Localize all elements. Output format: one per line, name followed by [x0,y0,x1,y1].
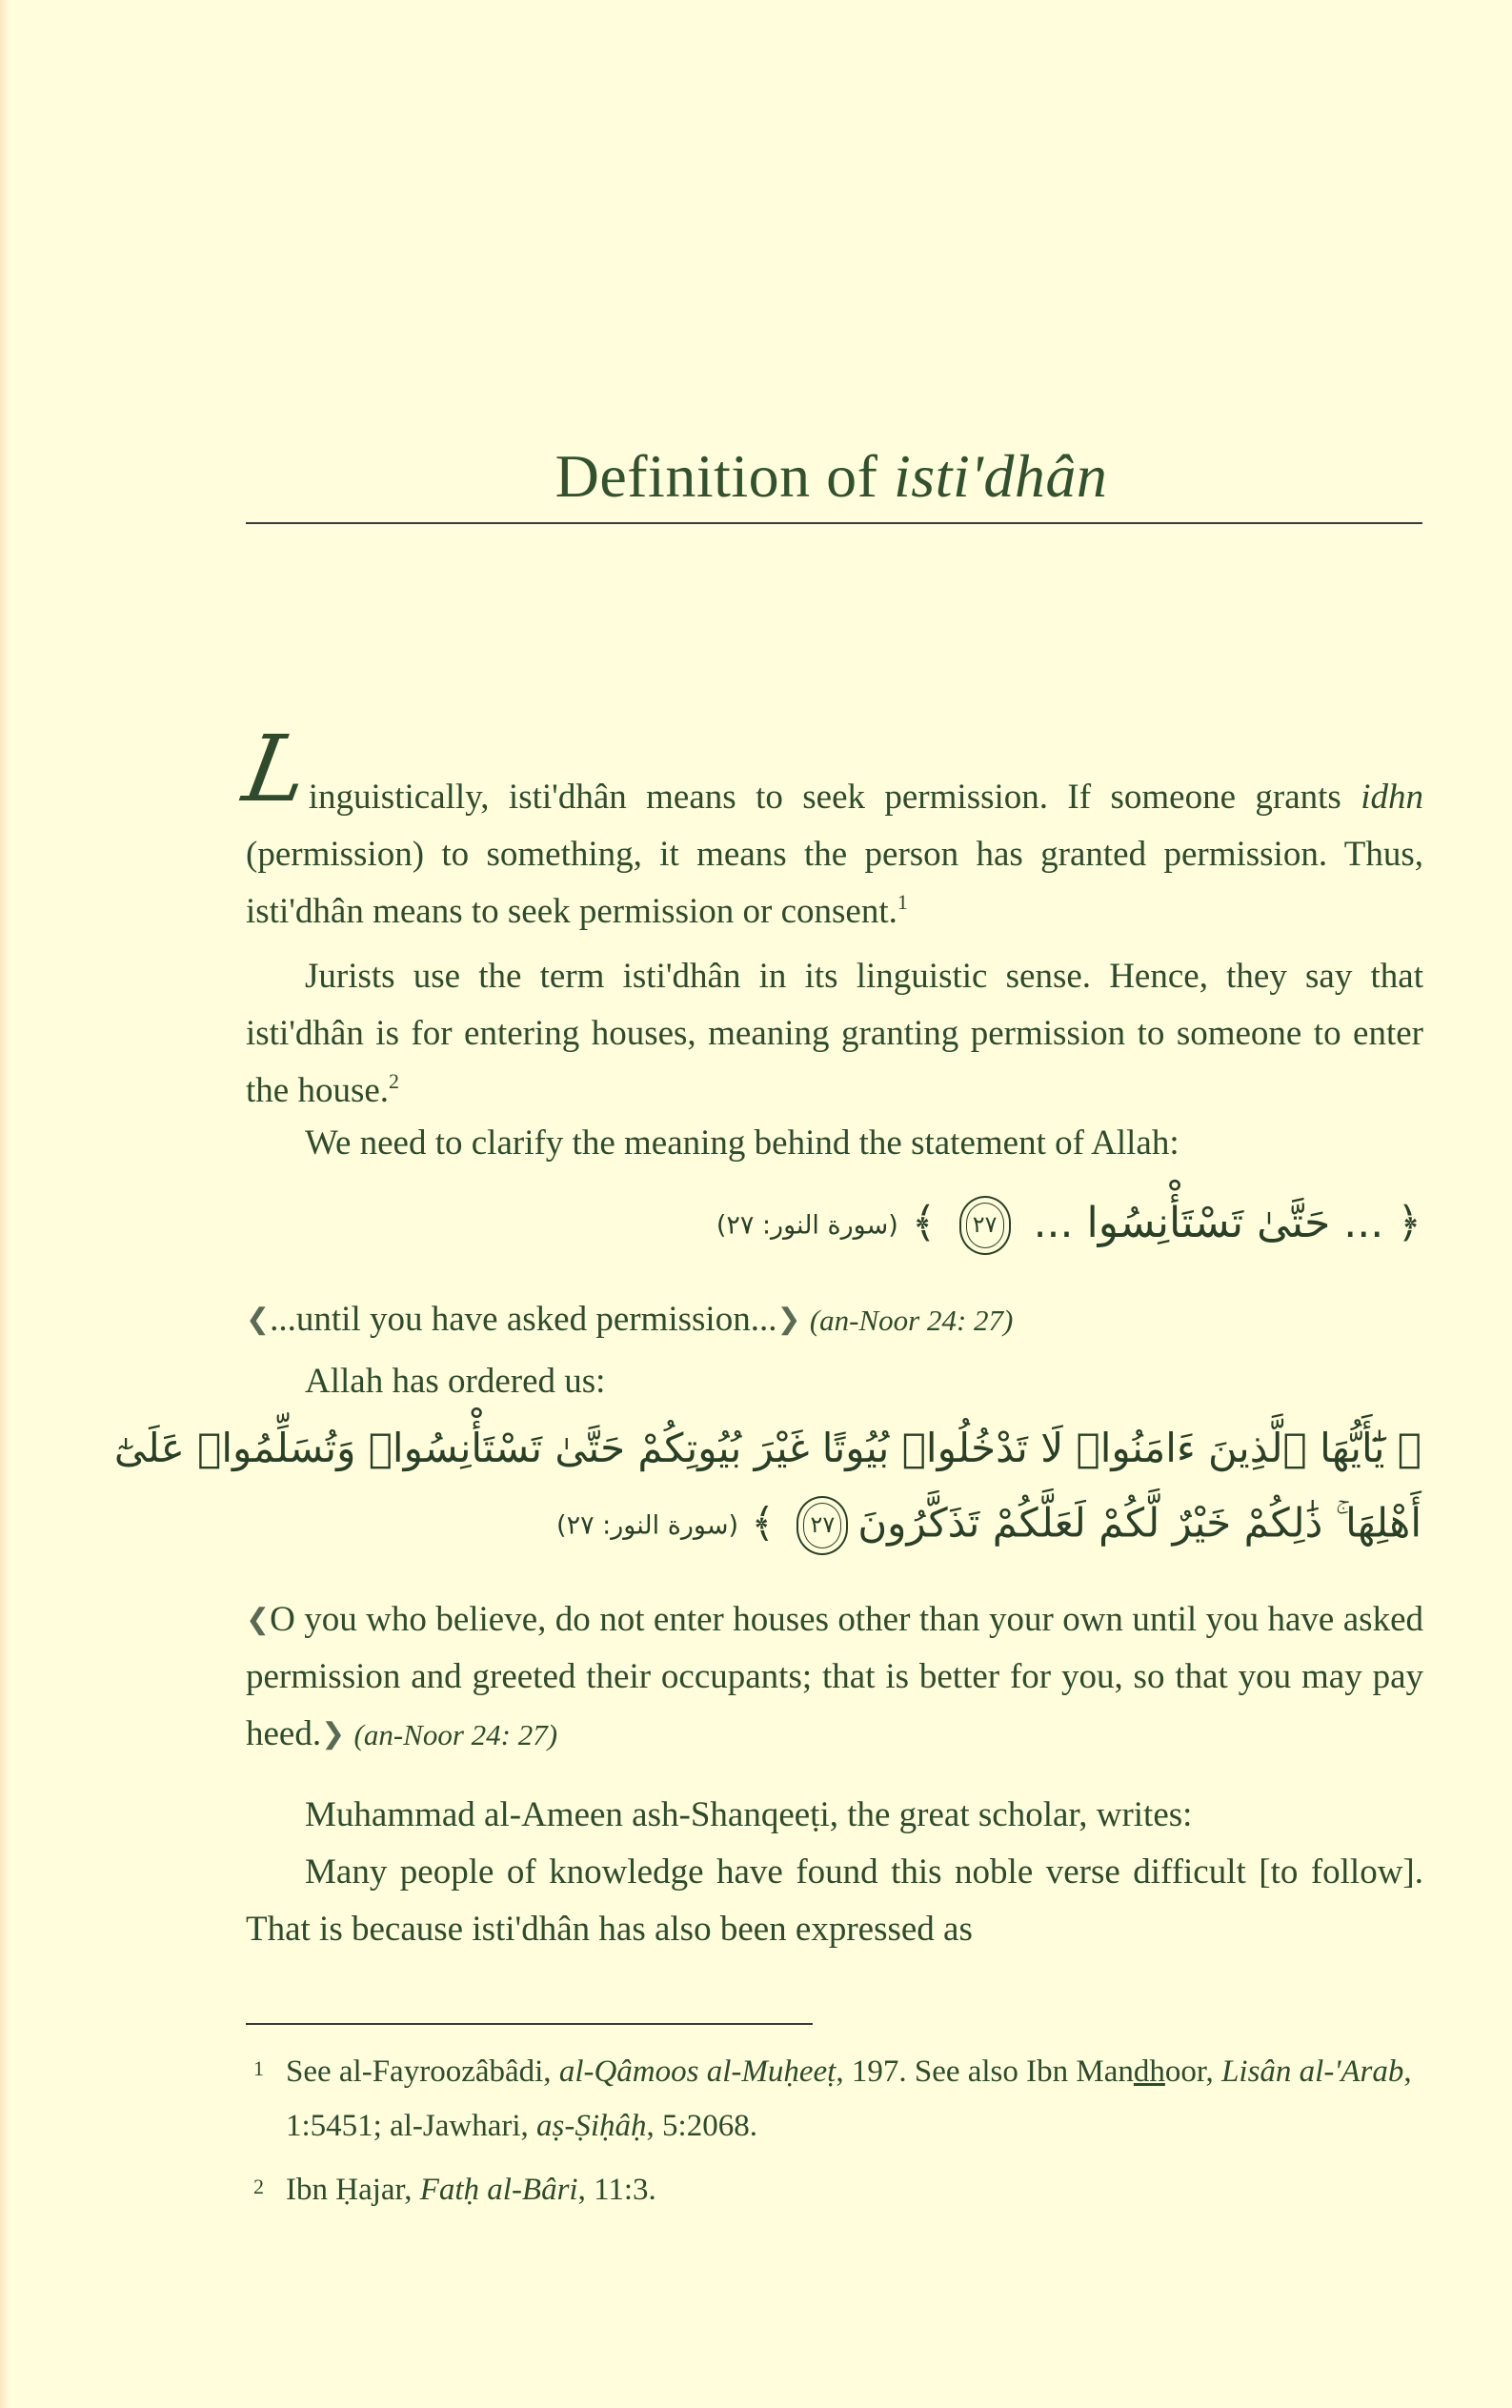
paragraph-4 [246,1353,1423,1410]
footnote-1 [246,2045,1423,2154]
footnote-ref-1[interactable]: 1 [897,890,908,914]
p6-text: Many people of knowledge have found this noble verse difficult [to follow]. That is because isti'dhân has also been expressed as [246,1852,1423,1949]
quote-open-ornament-icon: ❮ [246,1604,271,1635]
p1-idhn: idhn [1361,778,1423,817]
verse-2-arabic-text-1: ﴿ يَٰٓأَيُّهَا ٱلَّذِينَ ءَامَنُوا۟ لَا تَدْخُلُوا۟ بُيُوتًا غَيْرَ بُيُوتِكُمْ حَتَّىٰ تَسْتَأْنِسُوا۟ وَتُسَلِّمُوا۟ عَلَىٰٓ [113,1425,1421,1471]
paragraph-5 [246,1787,1423,1844]
paragraph-6-quote [246,1844,1423,1958]
paragraph-1 [236,716,1423,941]
footnote-text: , 5:2068. [646,2109,757,2143]
footnote-text: , 197. See also Ibn Man [836,2054,1134,2089]
footnote-number: 2 [253,2175,264,2198]
footnote-text: , 11:3. [577,2173,656,2207]
ayah-number-marker: ٢٧ [959,1196,1011,1255]
title-divider [246,522,1422,524]
verse-2-arabic-line-2 [556,1496,1421,1555]
p4-text: Allah has ordered us: [305,1362,606,1401]
footnote-text: Ibn Ḥajar, [286,2173,420,2207]
footnote-2 [246,2163,1423,2217]
footnote-number: 1 [253,2056,264,2080]
surah-reference: (سورة النور: ٢٧) [716,1210,898,1241]
p2-text: Jurists use the term isti'dhân in its linguistic sense. Hence, they say that isti'dhân is for entering houses, meaning granting permission to someone to enter the house. [246,957,1423,1110]
title-italic: isti'dhân [893,441,1108,510]
verse-2-citation: (an-Noor 24: 27) [353,1718,558,1751]
footnote-text: See al-Fayroozâbâdi, [286,2054,559,2089]
quote-open-ornament-icon: ❮ [246,1304,271,1335]
surah-reference: (سورة النور: ٢٧) [556,1510,738,1541]
verse-2-translation [246,1591,1423,1764]
title-plain: Definition of [554,441,894,510]
verse-1-arabic [716,1196,1421,1255]
verse-1-citation: (an-Noor 24: 27) [809,1304,1014,1337]
footnote-title: Fatḥ al-Bâri [419,2173,578,2207]
paragraph-3 [246,1115,1423,1172]
footnote-divider [246,2023,813,2025]
footnote-title: Lisân al-'Arab [1221,2054,1404,2089]
footnote-underlined: dh [1133,2054,1165,2089]
ayah-number-marker: ٢٧ [796,1496,848,1555]
footnote-title: aṣ-Ṣiḥâḥ [536,2109,647,2143]
quote-close-ornament-icon: ❯ [776,1304,801,1335]
verse-1-close-bracket: ﴾ [911,1199,950,1247]
verse-2-close-bracket: ﴾ [751,1499,788,1547]
footnote-ref-2[interactable]: 2 [389,1069,400,1093]
quote-close-ornament-icon: ❯ [321,1718,346,1750]
verse-2-arabic-text-2: أَهْلِهَا ۚ ذَٰلِكُمْ خَيْرٌ لَّكُمْ لَعَلَّكُمْ تَذَكَّرُونَ [857,1499,1421,1547]
page-edge [0,0,10,2408]
verse-1-translation [246,1291,1423,1349]
p1-text-b: (permission) to something, it means the person has granted permission. Thus, isti'dhân means to seek permission or consent. [246,835,1423,931]
drop-cap: L [236,716,316,822]
p1-text-a: inguistically, isti'dhân means to seek permission. If someone grants [308,778,1361,817]
verse-2-arabic-line-1 [114,1425,1421,1471]
footnote-title: al-Qâmoos al-Muḥeeṭ [558,2054,837,2089]
p5-text: Muhammad al-Ameen ash-Shanqeeṭi, the great scholar, writes: [305,1795,1193,1834]
page-title [0,441,1512,512]
paragraph-2 [246,948,1423,1120]
footnote-text: , 1:5451; al-Jawhari, [286,2054,1412,2143]
footnotes [246,2045,1423,2227]
footnote-text: oor, [1164,2054,1222,2089]
verse-1-arabic-text: ﴿ ... حَتَّىٰ تَسْتَأْنِسُوا ... [1019,1199,1421,1247]
verse-2-translation-text: O you who believe, do not enter houses other than your own until you have asked permission and greeted their occupants; that is better for you, so that you may pay heed. [246,1600,1423,1753]
verse-1-translation-text: ...until you have asked permission... [270,1300,777,1339]
p3-text: We need to clarify the meaning behind the statement of Allah: [305,1123,1179,1163]
